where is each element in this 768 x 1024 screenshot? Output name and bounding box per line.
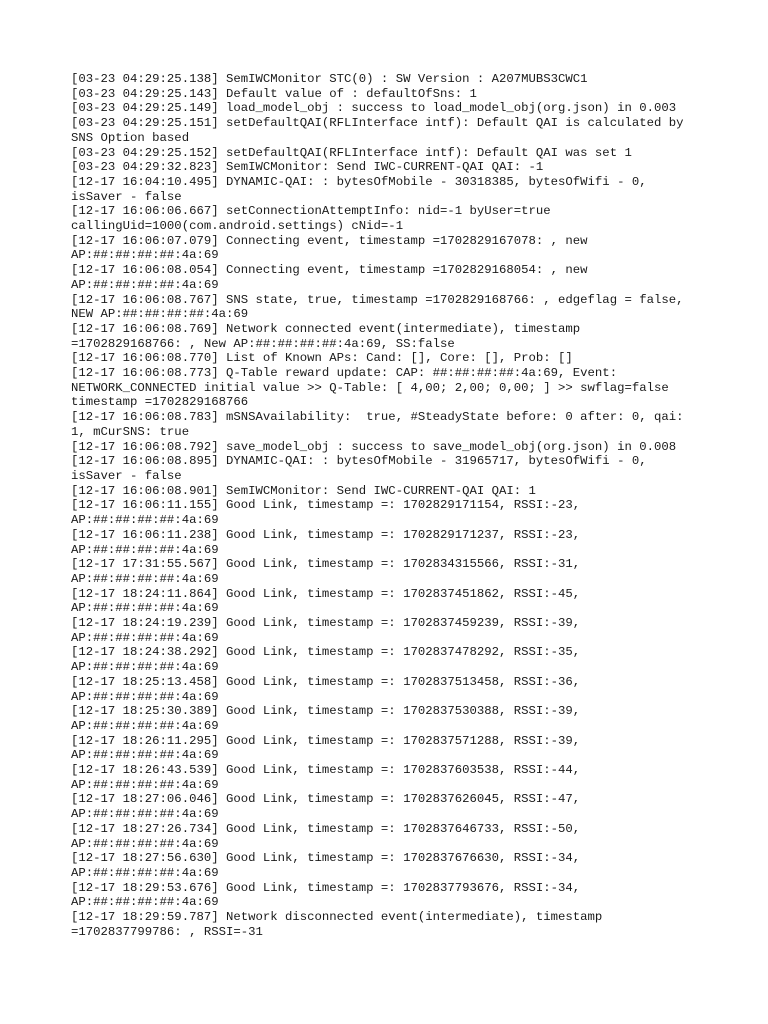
log-line: [12-17 16:06:08.054] Connecting event, timestamp =1702829168054: , new	[71, 263, 588, 278]
log-line: AP:##:##:##:##:4a:69	[71, 630, 219, 645]
log-line: AP:##:##:##:##:4a:69	[71, 571, 219, 586]
log-line: AP:##:##:##:##:4a:69	[71, 689, 219, 704]
log-line: [12-17 16:06:11.155] Good Link, timestamp =: 1702829171154, RSSI:-23,	[71, 498, 581, 513]
log-line: =1702829168766: , New AP:##:##:##:##:4a:69, SS:false	[71, 336, 455, 351]
log-line: AP:##:##:##:##:4a:69	[71, 807, 219, 822]
log-line: [12-17 18:27:56.630] Good Link, timestamp =: 1702837676630, RSSI:-34,	[71, 851, 581, 866]
log-line: [12-17 18:25:30.389] Good Link, timestamp =: 1702837530388, RSSI:-39,	[71, 704, 581, 719]
log-line: isSaver - false	[71, 189, 182, 204]
log-line: [12-17 16:06:08.769] Network connected event(intermediate), timestamp	[71, 321, 581, 336]
log-line: AP:##:##:##:##:4a:69	[71, 865, 219, 880]
log-line: NETWORK_CONNECTED initial value >> Q-Table: [ 4,00; 2,00; 0,00; ] >> swflag=false	[71, 380, 669, 395]
log-line: [12-17 16:06:08.792] save_model_obj : success to save_model_obj(org.json) in 0.008	[71, 439, 677, 454]
log-line: AP:##:##:##:##:4a:69	[71, 836, 219, 851]
log-line: [12-17 18:27:06.046] Good Link, timestamp =: 1702837626045, RSSI:-47,	[71, 792, 581, 807]
log-line: isSaver - false	[71, 468, 182, 483]
log-line: [12-17 18:25:13.458] Good Link, timestamp =: 1702837513458, RSSI:-36,	[71, 674, 581, 689]
log-line: [12-17 16:06:08.901] SemIWCMonitor: Send IWC-CURRENT-QAI QAI: 1	[71, 483, 536, 498]
log-line: SNS Option based	[71, 130, 190, 145]
log-line: [12-17 16:06:08.767] SNS state, true, timestamp =1702829168766: , edgeflag = false,	[71, 292, 684, 307]
log-line: timestamp =1702829168766	[71, 395, 249, 410]
log-line: callingUid=1000(com.android.settings) cNid=-1	[71, 219, 404, 234]
log-line: [12-17 16:06:08.895] DYNAMIC-QAI: : bytesOfMobile - 31965717, bytesOfWifi - 0,	[71, 454, 647, 469]
log-line: [12-17 18:24:38.292] Good Link, timestamp =: 1702837478292, RSSI:-35,	[71, 645, 581, 660]
log-line: [12-17 16:06:08.783] mSNSAvailability: true, #SteadyState before: 0 after: 0, qai:	[71, 410, 684, 425]
log-line: [12-17 18:24:11.864] Good Link, timestamp =: 1702837451862, RSSI:-45,	[71, 586, 581, 601]
log-line: AP:##:##:##:##:4a:69	[71, 777, 219, 792]
log-line: [03-23 04:29:25.151] setDefaultQAI(RFLInterface intf): Default QAI is calculated by	[71, 116, 684, 131]
log-line: AP:##:##:##:##:4a:69	[71, 601, 219, 616]
log-line: [12-17 18:27:26.734] Good Link, timestamp =: 1702837646733, RSSI:-50,	[71, 821, 581, 836]
log-text-block	[71, 72, 711, 939]
log-line: [12-17 16:04:10.495] DYNAMIC-QAI: : bytesOfMobile - 30318385, bytesOfWifi - 0,	[71, 174, 647, 189]
log-line: [12-17 17:31:55.567] Good Link, timestamp =: 1702834315566, RSSI:-31,	[71, 557, 581, 572]
log-line: AP:##:##:##:##:4a:69	[71, 660, 219, 675]
log-line: [03-23 04:29:25.138] SemIWCMonitor STC(0) : SW Version : A207MUBS3CWC1	[71, 72, 588, 86]
log-line: [12-17 16:06:11.238] Good Link, timestamp =: 1702829171237, RSSI:-23,	[71, 527, 581, 542]
log-line: [03-23 04:29:32.823] SemIWCMonitor: Send IWC-CURRENT-QAI QAI: -1	[71, 160, 544, 175]
log-line: AP:##:##:##:##:4a:69	[71, 748, 219, 763]
log-line: [12-17 16:06:08.773] Q-Table reward update: CAP: ##:##:##:##:4a:69, Event:	[71, 366, 618, 381]
log-line: AP:##:##:##:##:4a:69	[71, 542, 219, 557]
log-line: [12-17 16:06:06.667] setConnectionAttemptInfo: nid=-1 byUser=true	[71, 204, 551, 219]
log-line: 1, mCurSNS: true	[71, 424, 190, 439]
log-line: AP:##:##:##:##:4a:69	[71, 895, 219, 910]
log-line: AP:##:##:##:##:4a:69	[71, 718, 219, 733]
log-line: [12-17 18:26:43.539] Good Link, timestamp =: 1702837603538, RSSI:-44,	[71, 763, 581, 778]
log-line: [03-23 04:29:25.143] Default value of : defaultOfSns: 1	[71, 86, 477, 101]
log-line: NEW AP:##:##:##:##:4a:69	[71, 307, 249, 322]
log-line: AP:##:##:##:##:4a:69	[71, 248, 219, 263]
log-line: AP:##:##:##:##:4a:69	[71, 277, 219, 292]
log-line: [12-17 18:26:11.295] Good Link, timestamp =: 1702837571288, RSSI:-39,	[71, 733, 581, 748]
log-line: [12-17 16:06:08.770] List of Known APs: Cand: [], Core: [], Prob: []	[71, 351, 573, 366]
log-line: [12-17 18:29:59.787] Network disconnected event(intermediate), timestamp	[71, 910, 603, 925]
log-line: [12-17 18:24:19.239] Good Link, timestamp =: 1702837459239, RSSI:-39,	[71, 616, 581, 631]
log-line: =1702837799786: , RSSI=-31	[71, 924, 263, 939]
log-line: [12-17 18:29:53.676] Good Link, timestamp =: 1702837793676, RSSI:-34,	[71, 880, 581, 895]
log-line: [12-17 16:06:07.079] Connecting event, timestamp =1702829167078: , new	[71, 233, 588, 248]
log-line: [03-23 04:29:25.152] setDefaultQAI(RFLInterface intf): Default QAI was set 1	[71, 145, 632, 160]
log-line: AP:##:##:##:##:4a:69	[71, 513, 219, 528]
log-line: [03-23 04:29:25.149] load_model_obj : success to load_model_obj(org.json) in 0.003	[71, 101, 677, 116]
